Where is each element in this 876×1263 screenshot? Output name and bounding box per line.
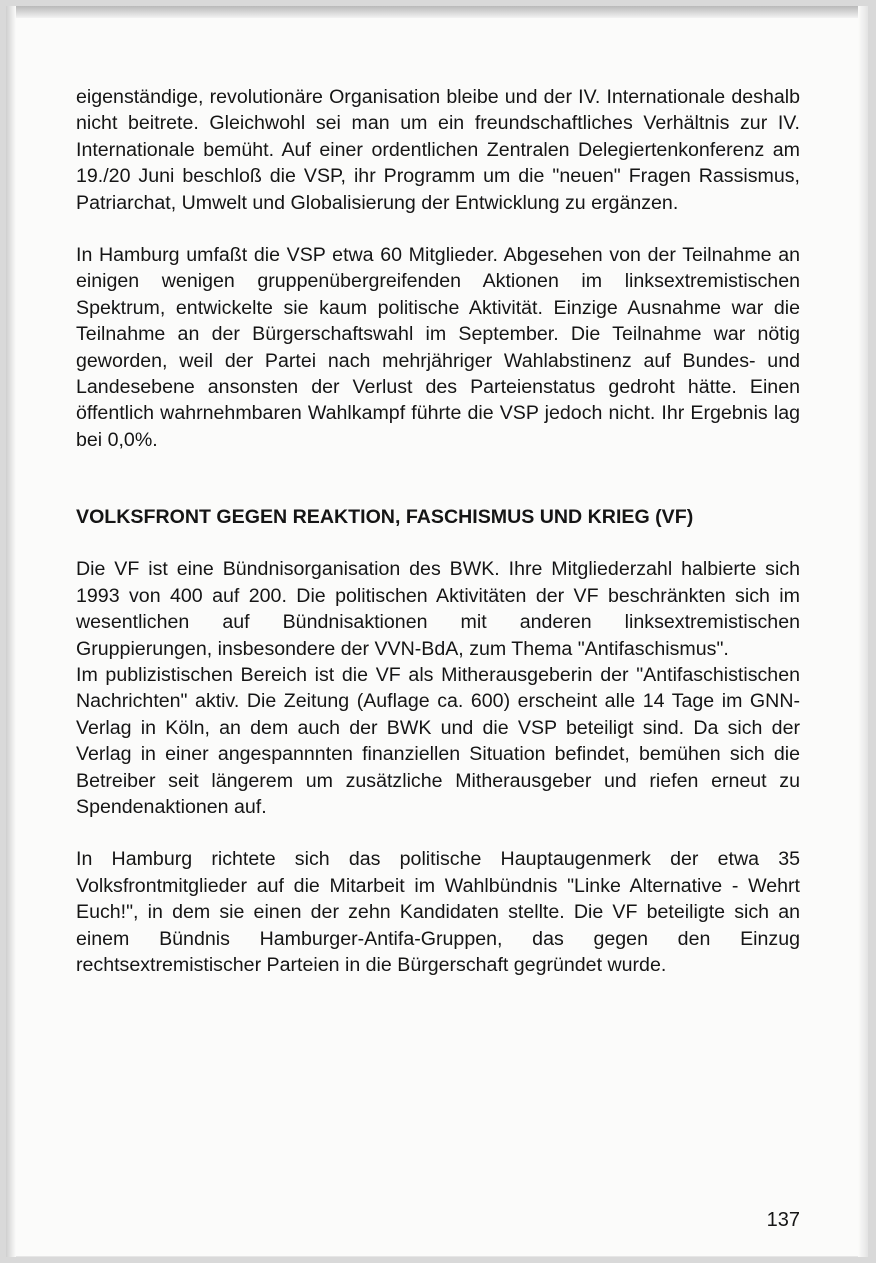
page-number: 137 [766, 1209, 800, 1231]
scan-right-shadow [858, 6, 868, 1257]
paragraph-vf-publishing: Im publizistischen Bereich ist die VF als Mitherausgeberin der "Antifaschistischen Nachrichten" aktiv. Die Zeitung (Auflage ca. 600) erscheint alle 14 Tage im GNN-Verlag in Köln, an dem auch der BWK und die VSP beteiligt sind. Da sich der Verlag in einer angespannnten finanziellen Situation befindet, bemühen sich die Betreiber seit längerem um zusätzliche Mitherausgeber und riefen erneut zu Spendenaktionen auf. [76, 663, 800, 818]
scan-top-shadow [6, 6, 868, 18]
section-heading-volksfront: VOLKSFRONT GEGEN REAKTION, FASCHISMUS UND KRIEG (VF) [76, 506, 694, 529]
scan-left-shadow [6, 6, 16, 1257]
paragraph-vf-alliance: Die VF ist eine Bündnisorganisation des BWK. Ihre Mitgliederzahl halbierte sich 1993 von 400 auf 200. Die politischen Aktivitäten der VF beschränkten sich im wesentlichen auf Bündnisaktionen mit anderen linksextremistischen Gruppierungen, insbesondere der VVN-BdA, zum Thema "Antifaschismus". [76, 558, 800, 660]
paragraph-vsp-hamburg: In Hamburg umfaßt die VSP etwa 60 Mitglieder. Abgesehen von der Teilnahme an einigen wenigen gruppenübergreifenden Aktionen im linksextremistischen Spektrum, entwickelte sie kaum politische Aktivität. Einzige Ausnahme war die Teilnahme an der Bürgerschaftswahl im September. Die Teilnahme war nötig geworden, weil der Partei nach mehrjähriger Wahlabstinenz auf Bundes- und Landesebene ansonsten der Verlust des Parteienstatus gedroht hätte. Einen öffentlich wahrnehmbaren Wahlkampf führte die VSP jedoch nicht. Ihr Ergebnis lag bei 0,0%. [76, 244, 800, 451]
document-body [76, 84, 800, 1004]
paragraph-vsp-program: eigenständige, revolutionäre Organisation bleibe und der IV. Internationale deshalb nicht beitrete. Gleichwohl sei man um ein freundschaftliches Verhältnis zur IV. Internationale bemüht. Auf einer ordentlichen Zentralen Delegiertenkonferenz am 19./20 Juni beschloß die VSP, ihr Programm um die "neuen" Fragen Rassismus, Patriarchat, Umwelt und Globalisierung der Entwicklung zu ergänzen. [76, 86, 800, 214]
paragraph-vf-hamburg: In Hamburg richtete sich das politische Hauptaugenmerk der etwa 35 Volksfrontmitglieder auf die Mitarbeit im Wahlbündnis "Linke Alternative - Wehrt Euch!", in dem sie einen der zehn Kandidaten stellte. Die VF beteiligte sich an einem Bündnis Hamburger-Antifa-Gruppen, das gegen den Einzug rechtsextremistischer Parteien in die Bürgerschaft gegründet wurde. [76, 848, 800, 976]
